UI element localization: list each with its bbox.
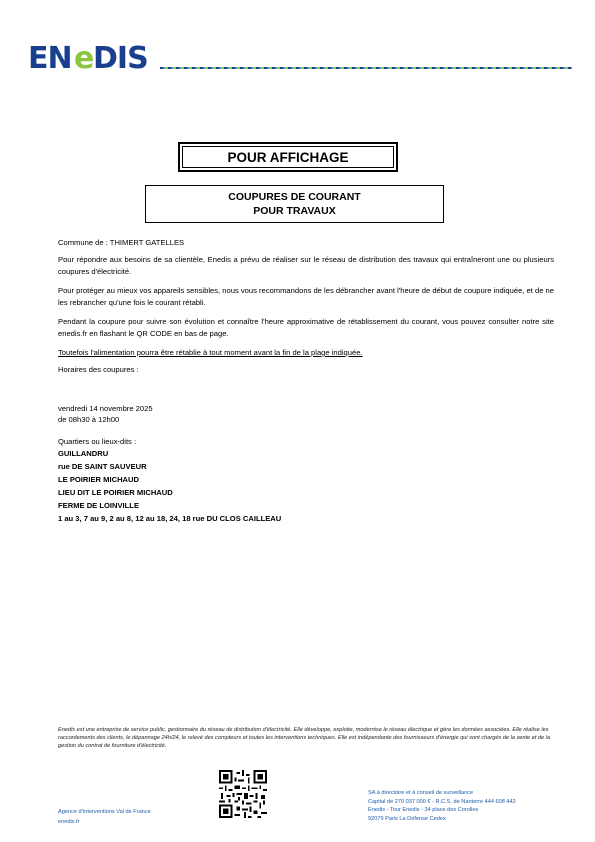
svg-text:EN: EN	[28, 41, 72, 76]
footer-company-line: 92079 Paris La Défense Cedex	[368, 815, 446, 822]
coupures-title-box	[145, 185, 444, 223]
footer-company-line: Enedis - Tour Enedis - 34 place des Corolles	[368, 807, 479, 813]
svg-text:DIS: DIS	[93, 41, 148, 76]
commune-value: : THIMERT GATELLES	[105, 238, 185, 247]
address-item: 1 au 3, 7 au 9, 2 au 8, 12 au 18, 24, 18 rue DU CLOS CAILLEAU	[58, 514, 282, 523]
warning-text: Toutefois l'alimentation pourra être rétablie à tout moment avant la fin de la plage indiquée.	[58, 348, 363, 357]
affichage-label: POUR AFFICHAGE	[227, 149, 349, 165]
commune-label: Commune de	[58, 238, 104, 247]
paragraph-2: Pour protéger au mieux vos appareils sensibles, nous vous recommandons de les débrancher avant l'heure de début de coupure indiquée, et de ne les rebrancher qu'une fois le courant rétabli.	[58, 286, 554, 307]
address-item: rue DE SAINT SAUVEUR	[58, 462, 147, 471]
schedule-date: vendredi 14 novembre 2025	[58, 404, 153, 413]
footer-website-link[interactable]: enedis.fr	[58, 818, 80, 825]
legal-notice: Enedis est une entreprise de service public, gestionnaire du réseau de distribution d'électricité. Elle développe, exploite, modernise le réseau électrique et gère les données associées. Elle réalise les raccordements des clients, le dépannage 24h/24, le relevé des compteurs et toutes les interventions techniques. Elle est indépendante des fournisseurs d'énergie qui sont chargés de la vente et de la gestion du contrat de fourniture d'électricité.	[58, 727, 551, 750]
paragraph-1: Pour répondre aux besoins de sa clientèle, Enedis a prévu de réaliser sur le réseau de distribution des travaux qui entraîneront une ou plusieurs coupures d'électricité.	[58, 255, 554, 276]
qr-code[interactable]	[219, 770, 267, 818]
schedule-time: de 08h30 à 12h00	[58, 415, 120, 424]
address-item: LIEU DIT LE POIRIER MICHAUD	[58, 488, 173, 497]
pour-affichage-box	[178, 142, 398, 172]
title-line-1: COUPURES DE COURANT	[228, 191, 361, 203]
address-item: LE POIRIER MICHAUD	[58, 475, 140, 484]
commune-line	[58, 237, 554, 249]
footer-company-line: SA à directoire et à conseil de surveillance	[368, 790, 474, 796]
footer-agency-block	[58, 808, 151, 827]
paragraph-3: Pendant la coupure pour suivre son évolution et connaître l'heure approximative de rétablissement du courant, vous pouvez consulter notre site enedis.fr en flashant le QR CODE en bas de page.	[58, 317, 554, 338]
header-rule	[160, 67, 572, 69]
horaires-label: Horaires des coupures :	[58, 365, 139, 374]
footer-agency: Agence d'Interventions Val de France	[58, 809, 151, 815]
svg-text:e: e	[74, 41, 94, 76]
address-item: GUILLANDRU	[58, 449, 109, 458]
footer-company-line: Capital de 270 037 000 € - R.C.S. de Nanterre 444 608 442	[368, 798, 516, 805]
quartiers-label: Quartiers ou lieux-dits :	[58, 437, 137, 446]
title-line-2: POUR TRAVAUX	[253, 205, 336, 217]
footer-company-block	[368, 789, 516, 823]
address-item: FERME DE LOINVILLE	[58, 501, 140, 510]
enedis-logo	[28, 36, 156, 76]
